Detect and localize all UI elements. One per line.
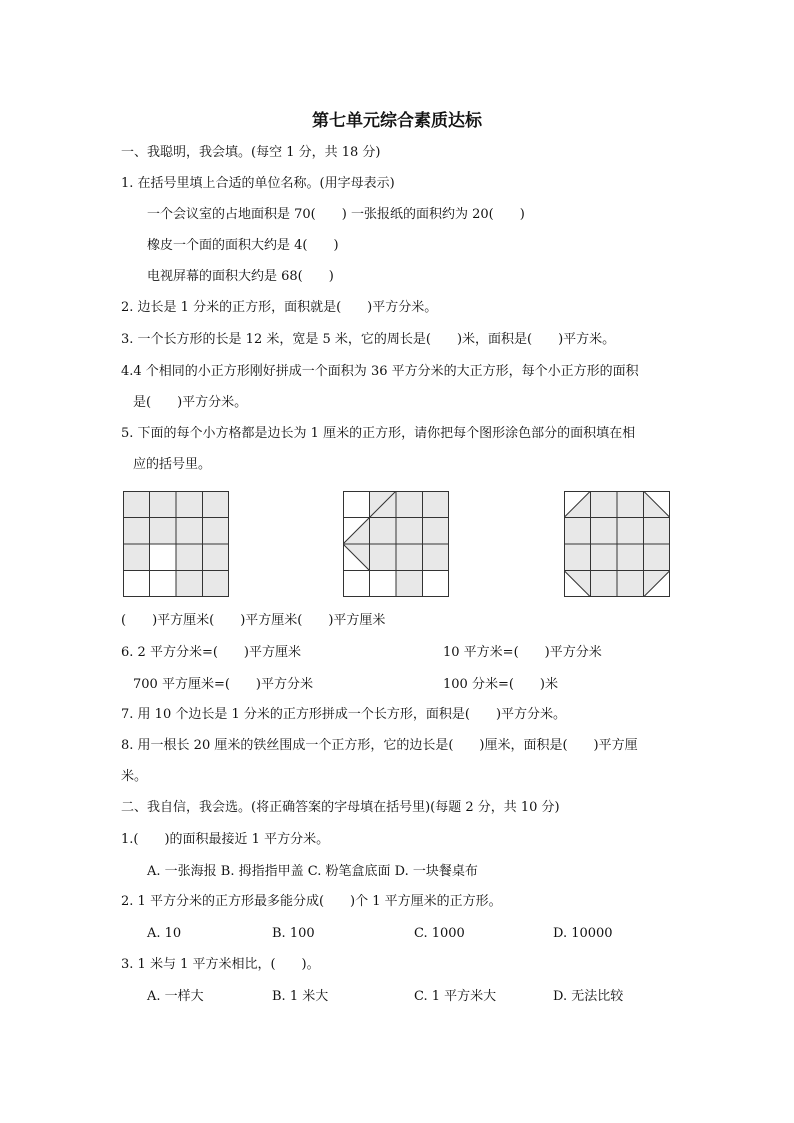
choice-question-2: 2. 1 平方分米的正方形最多能分成( )个 1 平方厘米的正方形。	[121, 894, 502, 909]
shaded-cell	[203, 518, 230, 545]
shaded-cell	[591, 491, 618, 518]
shaded-cell	[203, 491, 230, 518]
question-6-b: 10 平方米=( )平方分米	[443, 645, 602, 660]
shaded-cell	[176, 518, 203, 545]
shaded-cell	[123, 491, 150, 518]
choice-3-option-d: D. 无法比较	[553, 989, 624, 1004]
shaded-cell	[423, 544, 450, 571]
shaded-triangle	[343, 544, 370, 571]
shaded-cell	[591, 518, 618, 545]
shaded-triangle	[564, 491, 591, 518]
shaded-cell	[617, 571, 644, 598]
question-5-answers: ( )平方厘米( )平方厘米( )平方厘米	[121, 613, 386, 628]
shaded-cell	[564, 518, 591, 545]
shaded-cell	[644, 544, 671, 571]
question-4-line-a: 4.4 个相同的小正方形刚好拼成一个面积为 36 平方分米的大正方形，每个小正方形的面积	[121, 364, 639, 379]
question-6-c: 700 平方厘米=( )平方分米	[133, 677, 313, 692]
question-1-line-a: 一个会议室的占地面积是 70( ) 一张报纸的面积约为 20( )	[147, 207, 525, 222]
shaded-cell	[591, 571, 618, 598]
question-1-line-b: 橡皮一个面的面积大约是 4( )	[147, 238, 339, 253]
question-2: 2. 边长是 1 分米的正方形，面积就是( )平方分米。	[121, 300, 438, 315]
shaded-cell	[370, 544, 397, 571]
shaded-triangle	[343, 518, 370, 545]
question-8-line-b: 米。	[121, 769, 148, 784]
question-3: 3. 一个长方形的长是 12 米，宽是 5 米，它的周长是( )米，面积是( )平方米。	[121, 332, 616, 347]
shaded-cell	[617, 491, 644, 518]
shaded-cell	[203, 544, 230, 571]
question-7: 7. 用 10 个边长是 1 分米的正方形拼成一个长方形，面积是( )平方分米。	[121, 707, 567, 722]
shaded-triangle	[564, 571, 591, 598]
shaded-cell	[123, 544, 150, 571]
choice-2-option-b: B. 100	[272, 926, 315, 941]
question-1-line-c: 电视屏幕的面积大约是 68( )	[147, 269, 334, 284]
shaded-triangle	[644, 491, 671, 518]
shaded-cell	[396, 518, 423, 545]
grid-figure-3	[564, 491, 670, 597]
choice-question-1: 1.( )的面积最接近 1 平方分米。	[121, 832, 330, 847]
shaded-cell	[203, 571, 230, 598]
shaded-cell	[176, 491, 203, 518]
choice-3-option-c: C. 1 平方米大	[414, 989, 497, 1004]
shaded-cell	[564, 544, 591, 571]
question-4-line-b: 是( )平方分米。	[133, 395, 248, 410]
choice-3-option-b: B. 1 米大	[272, 989, 329, 1004]
shaded-cell	[423, 518, 450, 545]
question-5-line-b: 应的括号里。	[133, 457, 212, 472]
shaded-cell	[617, 544, 644, 571]
shaded-triangle	[644, 571, 671, 598]
choice-question-3: 3. 1 米与 1 平方米相比，( )。	[121, 957, 320, 972]
shaded-cell	[644, 518, 671, 545]
choice-2-option-d: D. 10000	[553, 926, 613, 941]
shaded-cell	[396, 491, 423, 518]
shaded-cell	[617, 518, 644, 545]
shaded-cell	[150, 518, 177, 545]
choice-question-1-options: A. 一张海报 B. 拇指指甲盖 C. 粉笔盒底面 D. 一块餐桌布	[147, 864, 478, 879]
choice-2-option-a: A. 10	[147, 926, 182, 941]
question-6-a: 6. 2 平方分米=( )平方厘米	[121, 645, 301, 660]
shaded-cell	[176, 544, 203, 571]
section-1-heading: 一、我聪明，我会填。(每空 1 分，共 18 分)	[121, 145, 381, 160]
question-5-line-a: 5. 下面的每个小方格都是边长为 1 厘米的正方形，请你把每个图形涂色部分的面积填在相	[121, 426, 636, 441]
choice-3-option-a: A. 一样大	[147, 989, 204, 1004]
question-8-line-a: 8. 用一根长 20 厘米的铁丝围成一个正方形，它的边长是( )厘米，面积是( )平方厘	[121, 738, 638, 753]
grid-figure-1	[123, 491, 229, 597]
shaded-cell	[176, 571, 203, 598]
section-2-heading: 二、我自信，我会选。(将正确答案的字母填在括号里)(每题 2 分，共 10 分)	[121, 800, 560, 815]
question-1: 1. 在括号里填上合适的单位名称。(用字母表示)	[121, 176, 395, 191]
question-6-d: 100 分米=( )米	[443, 677, 558, 692]
shaded-cell	[370, 518, 397, 545]
shaded-cell	[396, 544, 423, 571]
shaded-cell	[396, 571, 423, 598]
shaded-cell	[123, 518, 150, 545]
shaded-cell	[423, 491, 450, 518]
page-title: 第七单元综合素质达标	[312, 111, 482, 131]
shaded-cell	[591, 544, 618, 571]
grid-figure-2	[343, 491, 449, 597]
shaded-cell	[150, 491, 177, 518]
choice-2-option-c: C. 1000	[414, 926, 465, 941]
